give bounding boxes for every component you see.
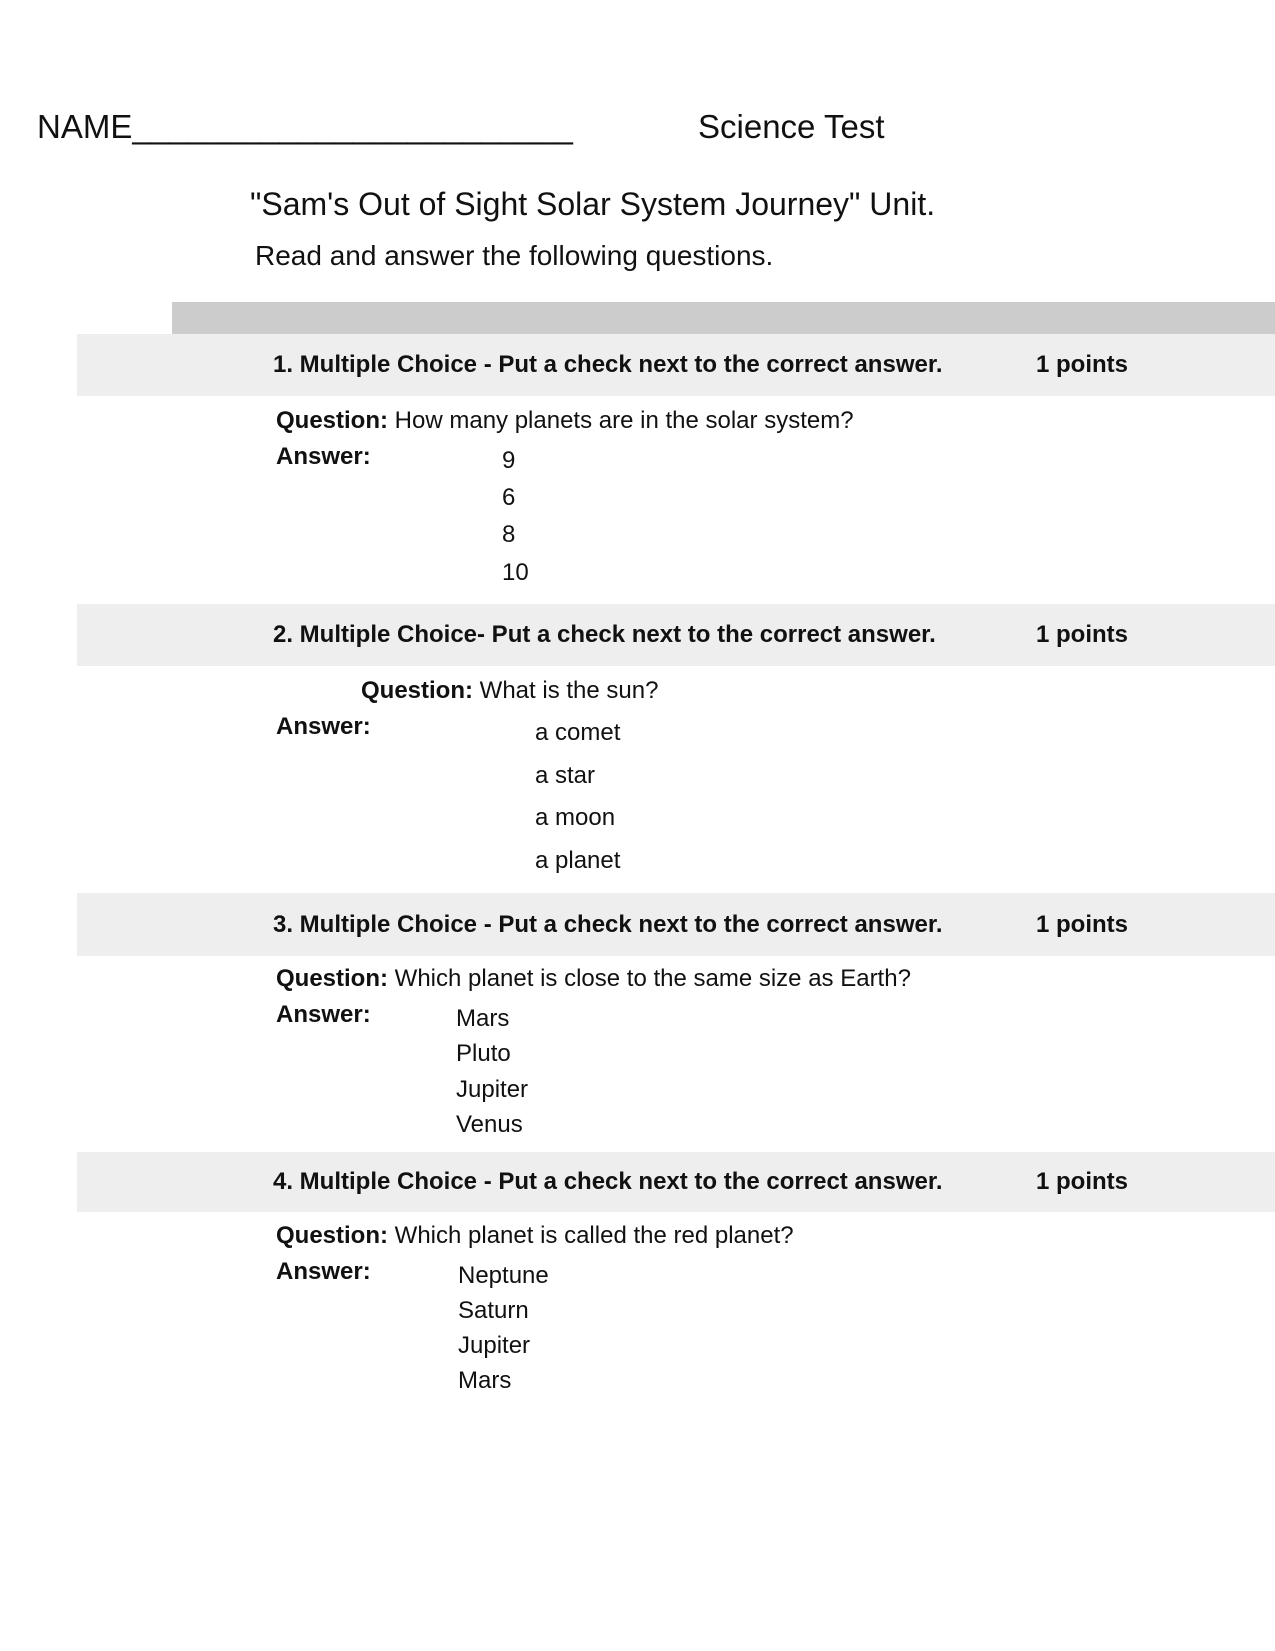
question-4-option-1[interactable]: Neptune: [458, 1262, 549, 1289]
answer-label: Answer:: [276, 1258, 371, 1285]
question-4-header: [77, 1152, 1275, 1212]
question-1-points: 1 points: [1036, 351, 1129, 378]
question-3-header: [77, 893, 1275, 956]
question-4-option-3[interactable]: Jupiter: [458, 1332, 531, 1359]
question-1-title: 1. Multiple Choice - Put a check next to the correct answer.: [273, 351, 943, 378]
question-2-header: [77, 604, 1275, 666]
question-3-title: 3. Multiple Choice - Put a check next to the correct answer.: [273, 911, 943, 938]
question-3-option-3[interactable]: Jupiter: [456, 1076, 529, 1103]
test-title: Science Test: [698, 108, 885, 145]
question-2-prompt: What is the sun?: [479, 677, 659, 704]
question-3-option-2[interactable]: Pluto: [456, 1040, 511, 1067]
instructions: Read and answer the following questions.: [255, 240, 774, 271]
question-4-option-4[interactable]: Mars: [458, 1367, 512, 1394]
question-3-text: [276, 965, 911, 993]
question-1-option-3[interactable]: 8: [502, 521, 516, 548]
question-1-text: [276, 407, 854, 435]
question-label: Question:: [276, 407, 388, 434]
question-label: Question:: [276, 1222, 388, 1249]
question-label: Question:: [276, 965, 388, 992]
question-2-option-4[interactable]: a planet: [535, 847, 621, 874]
question-4-text: [276, 1222, 794, 1250]
question-1-header: [77, 334, 1275, 396]
question-4-title: 4. Multiple Choice - Put a check next to the correct answer.: [273, 1168, 943, 1195]
answer-label: Answer:: [276, 713, 371, 740]
question-3-prompt: Which planet is close to the same size as Earth?: [394, 965, 911, 992]
answer-label: Answer:: [276, 443, 371, 470]
question-3-points: 1 points: [1036, 911, 1129, 938]
question-1-option-4[interactable]: 10: [502, 559, 529, 586]
question-2-option-3[interactable]: a moon: [535, 804, 616, 831]
question-2-option-2[interactable]: a star: [535, 762, 596, 789]
question-4-option-2[interactable]: Saturn: [458, 1297, 529, 1324]
question-2-option-1[interactable]: a comet: [535, 719, 621, 746]
question-1-prompt: How many planets are in the solar system?: [394, 407, 854, 434]
question-1-option-2[interactable]: 6: [502, 484, 516, 511]
question-2-text: [361, 677, 658, 705]
unit-title: "Sam's Out of Sight Solar System Journey" Unit.: [250, 186, 936, 222]
question-label: Question:: [361, 677, 473, 704]
name-field-label: NAME________________________: [37, 108, 573, 145]
question-3-option-1[interactable]: Mars: [456, 1005, 510, 1032]
question-4-prompt: Which planet is called the red planet?: [394, 1222, 794, 1249]
question-3-option-4[interactable]: Venus: [456, 1111, 523, 1138]
answer-label: Answer:: [276, 1001, 371, 1028]
header-divider-band: [172, 302, 1275, 334]
question-4-points: 1 points: [1036, 1168, 1129, 1195]
question-2-title: 2. Multiple Choice- Put a check next to the correct answer.: [273, 621, 936, 648]
question-1-option-1[interactable]: 9: [502, 447, 516, 474]
question-2-points: 1 points: [1036, 621, 1129, 648]
